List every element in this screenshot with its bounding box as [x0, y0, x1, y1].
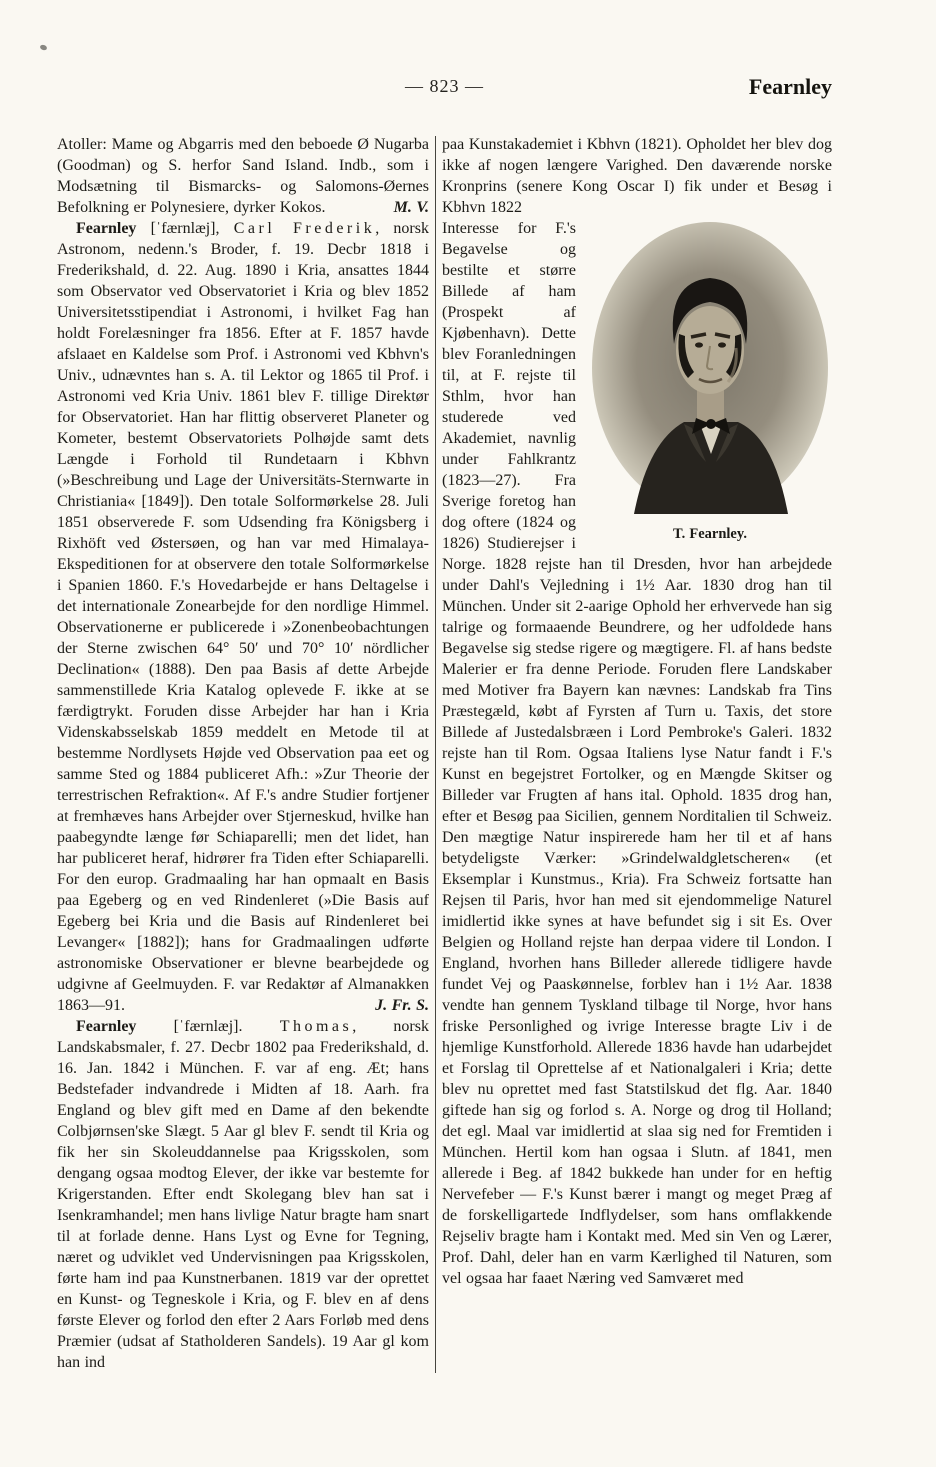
portrait-image [588, 218, 832, 518]
author-signature: J. Fr. S. [375, 997, 429, 1014]
entry-headword: Fearnley [76, 1018, 137, 1035]
person-name: Carl Frederik [233, 220, 376, 237]
pronunciation: [ˈfærnlæj], [136, 220, 234, 237]
portrait-caption: T. Fearnley. [673, 526, 747, 542]
entry-carl-frederik-fearnley [57, 218, 429, 1016]
page-header [57, 76, 832, 110]
left-column [57, 134, 429, 1373]
entry-thomas-fearnley [57, 1016, 429, 1373]
entry-text: , norsk Landskabsmaler, f. 27. Decbr 1802 paa Frederikshald, d. 16. Jan. 1842 i München. F. var af eng. Æt; hans Bedstefader indvandrede i Midten af 18. Aarh. fra England og blev gift med en Dame af den bekendte Colbjørnsen'ske Slægt. 5 Aar gl blev F. sendt til Kria og fik her sin Skoleuddannelse paa Krigsskolen, som dengang ogsaa modtog Elever, der ikke var bestemte for Krigerstanden. Efter endt Skolegang blev han sat i Isenkramhandel; men hans livlige Natur bragte ham snart til at forlade denne. Hans Lyst og Evne for Tegning, næret og udviklet ved Undervisningen paa Krigsskolen, førte ham ind paa Kunstnerbanen. 1819 var der oprettet en Kunst- og Tegneskole i Kria, og F. blev en af dens første Elever og forlod den efter 2 Aars Forløb med dens Præmier (udsat af Statholderen Sandels). 19 Aar gl kom han ind [57, 1018, 429, 1371]
entry-continuation-body [442, 218, 832, 1289]
scan-speck [39, 44, 47, 51]
entry-text: Interesse for F.'s Begavelse og bestilte et større Billede af ham (Prospekt af Kjøbenhavn). Dette blev Foranledningen til, at F. rejste til Sthlm, hvor han studerede ved Akademiet, navnlig under Fahlkrantz (1823—27). Fra Sverige foretog han dog oftere (1824 og 1826) Studierejser i Norge. 1828 rejste han til Dresden, hvor han arbejdede under Dahl's Vejledning i 1½ Aar. 1830 drog han til München. Under sit 2-aarige Ophold her erhvervede han sig talrige og formaaende Beundrere, og her udfoldede hans Begavelse sig stedse rigere og mægtigere. Fl. af hans bedste Malerier er fra denne Periode. Foruden flere Landskaber med Motiver fra Bayern kan nævnes: Landskab fra Tins Præstegæld, købt af Fyrsten af Turn u. Taxis, det store Billede af Justedalsbræen i Lord Pembroke's Galeri. 1832 rejste han til Rom. Ogsaa Italiens lyse Natur fandt i F.'s Kunst en begejstret Fortolker, og en Mængde Skitser og Billeder var Frugten af hans ital. Ophold. 1835 drog han, efter et Besøg paa Sicilien, gennem Norditalien til Schweiz. Den mægtige Natur inspirerede ham her til et af hans betydeligste Værker: »Grindelwaldgletscheren« (et Eksemplar i Kunstmus., Kria). Fra Schweiz fortsatte han Rejsen til Paris, hvor han med sit ejendommelige Naturel imidlertid ikke synes at have befundet sig i sit Es. Over Belgien og Holland rejste han derpaa videre til London. I England, hvorhen hans Billeder allerede tidligere havde fundet Vej og Paaskønnelse, forblev han i 1½ Aar. 1838 vendte han gennem Tyskland tilbage til Norge, hvor hans friske Personlighed og ivrige Interesse bragte Liv i de hjemlige Kunstforhold. Allerede 1836 havde han udarbejdet et Forslag til Oprettelse af et Nationalgaleri i Kria; dette blev nu oprettet med fast Statstilskud det flg. Aar. 1840 giftede han sig og forlod s. A. Norge og drog til Holland; det egl. Maal var imidlertid at slaa sig ned for Fremtiden i München. Hertil kom han ogsaa i Slutn. af 1841, men allerede i Beg. af 1842 bukkede han under for en heftig Nervefeber — F.'s Kunst bærer i mangt og meget Præg af de forskelligartede Indflydelser, som hans omflakkende Rejseliv bragte ham i Kontakt med. Med sin Ven og Lærer, Prof. Dahl, deler han en varm Kærlighed til Naturen, som vel ogsaa har faaet Næring ved Samværet med [442, 220, 832, 1287]
pronunciation: [ˈfærnlæj]. [136, 1018, 280, 1035]
right-column [442, 134, 832, 1373]
entry-headword: Fearnley [76, 220, 137, 237]
paragraph-atoller [57, 134, 429, 218]
portrait-figure [588, 218, 832, 545]
entry-continuation-intro: paa Kunstakademiet i Kbhvn (1821). Opholdet her blev dog ikke af nogen længere Varighed. Den daværende norske Kronprins (senere Kong Oscar I) fik under et Besøg i Kbhvn 1822 [442, 136, 832, 216]
column-divider-rule [435, 136, 436, 1373]
entry-text: , norsk Astronom, nedenn.'s Broder, f. 19. Decbr 1818 i Frederikshald, d. 22. Aug. 1890 i Kria, ansattes 1844 som Observator ved Observatoriet i Kria og blev 1852 Universitetsstipendiat i Astronomi, i hvilket Fag han holdt Forelæsninger fra 1856. Efter at F. 1857 havde afslaaet en Kaldelse som Prof. i Astronomi ved Kbhvn's Univ., udnævntes han s. A. til Lektor og 1865 til Prof. i Astronomi ved Kria Univ. 1861 blev F. tillige Direktør for Observatoriet. Han har flittig observeret Planeter og Kometer, bestemt Observatoriets Polhøjde samt dets Længde i Forhold til Rundetaarn i Kbhvn (»Beschreibung und Lage der Universitäts-Sternwarte in Christiania« [1849]). Den totale Solformørkelse 28. Juli 1851 observerede F. som Udsending fra Königsberg i Rixhöft ved Østersøen, og han var med Himalaya-Ekspeditionen for at observere den totale Solformørkelse i Spanien 1860. F.'s Hovedarbejde er hans Deltagelse i det internationale Zonearbejde for den nordlige Himmel. Observationerne er publicerede i »Zonenbeobachtungen der Sterne zwischen 64° 50′ und 70° 10′ nördlicher Declination« (1888). Den paa Basis af dette Arbejde sammenstillede Kria Katalog oplevede F. ikke at se færdigtrykt. Foruden disse Arbejder har han i Kria Videnskabsselskab 1859 meddelt en Metode til at bestemme Nordlysets Højde ved Observation paa eet og samme Sted og 1884 publiceret Afh.: »Zur Theorie der terrestrischen Refraktion«. Af F.'s andre Studier fortjener at fremhæves hans Arbejder over Stjerneskud, hvilke han paabegyndte længe før Schiaparelli; men det lidet, han har publiceret heraf, hidrører fra Tiden efter Schiaparelli. For den europ. Gradmaaling har han opmaalt en Basis paa Egeberg og en ved Rindenleret (»Die Basis auf Egeberg bei Kria und die Basis auf Rindenleret bei Levanger« [1882]); hans for Gradmaalingen udførte astronomiske Observationer er blevne bearbejdede og udgivne af Geelmuyden. F. var Redaktør af Almanakken 1863—91. [57, 220, 429, 1014]
text-columns [57, 134, 832, 1373]
page-number: — 823 — [405, 76, 484, 96]
paragraph-text: Atoller: Mame og Abgarris med den beboede Ø Nugarba (Goodman) og S. herfor Sand Island. Indb., som i Modsætning til Bismarcks- og Salomons-Øernes Befolkning er Polynesiere, dyrker Kokos. [57, 136, 429, 216]
author-signature: M. V. [393, 199, 429, 216]
running-head: Fearnley [748, 74, 832, 99]
person-name: Thomas [279, 1018, 353, 1035]
